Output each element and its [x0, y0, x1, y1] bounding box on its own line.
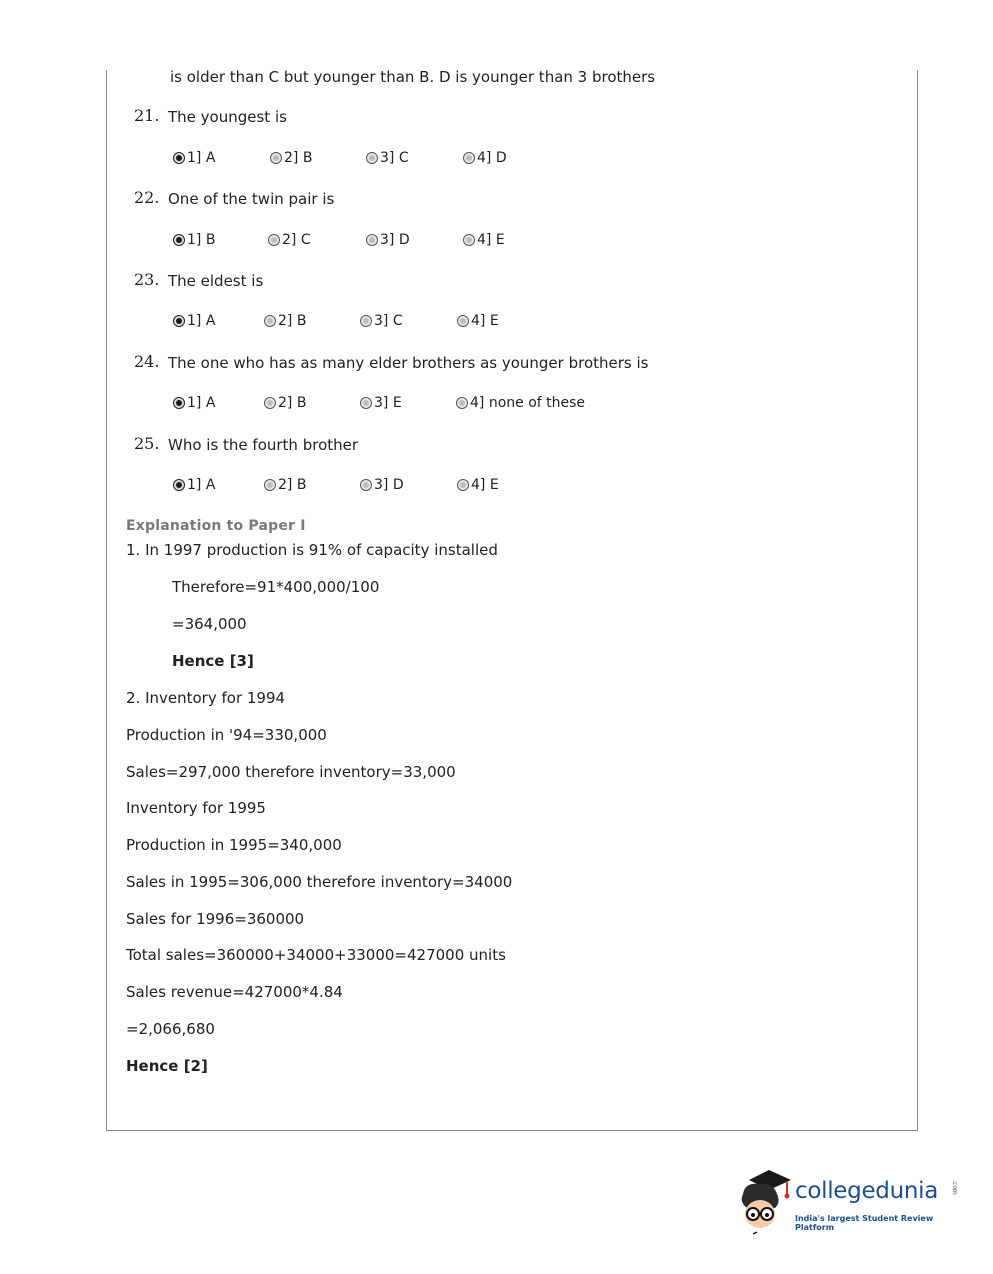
- option-radio[interactable]: [268, 232, 311, 248]
- logo-tagline: India's largest Student Review Platform: [795, 1214, 934, 1232]
- radio-selected-icon[interactable]: [173, 479, 185, 491]
- radio-icon[interactable]: [264, 479, 276, 491]
- explanation-line: Total sales=360000+34000+33000=427000 units: [126, 946, 506, 964]
- radio-icon[interactable]: [463, 234, 475, 246]
- radio-selected-icon[interactable]: [173, 315, 185, 327]
- collegedunia-logo: [735, 1168, 965, 1238]
- radio-icon[interactable]: [360, 397, 372, 409]
- option-label: 4] E: [471, 477, 499, 493]
- mascot-icon: [735, 1168, 793, 1238]
- option-label: 1] A: [187, 395, 216, 411]
- logo-name: collegedunia: [795, 1178, 939, 1204]
- option-radio[interactable]: [366, 150, 409, 166]
- option-label: 4] D: [477, 150, 507, 166]
- logo-suffix: .com: [951, 1180, 958, 1195]
- explanation-calc: =364,000: [172, 615, 247, 633]
- option-label: 2] B: [278, 395, 307, 411]
- option-radio[interactable]: [457, 313, 499, 329]
- question-number: 23.: [134, 270, 160, 289]
- option-label: 4] none of these: [470, 395, 586, 411]
- radio-icon[interactable]: [360, 479, 372, 491]
- option-label: 3] C: [380, 150, 409, 166]
- option-radio[interactable]: [366, 232, 410, 248]
- explanation-line: =2,066,680: [126, 1020, 215, 1038]
- option-label: 3] D: [380, 232, 410, 248]
- explanation-line: 1. In 1997 production is 91% of capacity installed: [126, 541, 498, 559]
- option-label: 1] A: [187, 313, 216, 329]
- radio-icon[interactable]: [264, 315, 276, 327]
- option-label: 2] B: [284, 150, 313, 166]
- option-label: 3] C: [374, 313, 403, 329]
- question-number: 21.: [134, 106, 160, 125]
- radio-selected-icon[interactable]: [173, 234, 185, 246]
- option-label: 2] B: [278, 313, 307, 329]
- explanation-line: Sales revenue=427000*4.84: [126, 983, 343, 1001]
- radio-icon[interactable]: [360, 315, 372, 327]
- option-radio[interactable]: [173, 150, 215, 166]
- explanation-answer: Hence [2]: [126, 1057, 208, 1075]
- option-radio[interactable]: [457, 477, 499, 493]
- question-text: The eldest is: [168, 272, 264, 290]
- option-radio[interactable]: [360, 395, 402, 411]
- option-label: 1] B: [187, 232, 216, 248]
- radio-icon[interactable]: [366, 234, 378, 246]
- radio-icon[interactable]: [264, 397, 276, 409]
- question-text: Who is the fourth brother: [168, 436, 359, 454]
- option-radio[interactable]: [463, 150, 507, 166]
- explanation-line: Inventory for 1995: [126, 799, 266, 817]
- radio-icon[interactable]: [456, 397, 468, 409]
- option-label: 3] D: [374, 477, 404, 493]
- radio-selected-icon[interactable]: [173, 152, 185, 164]
- intro-line: is older than C but younger than B. D is younger than 3 brothers: [170, 68, 656, 86]
- explanation-line: Sales=297,000 therefore inventory=33,000: [126, 763, 456, 781]
- explanation-answer: Hence [3]: [172, 652, 254, 670]
- page-frame: [106, 70, 918, 1131]
- option-label: 4] E: [477, 232, 505, 248]
- option-radio[interactable]: [264, 313, 306, 329]
- option-label: 2] B: [278, 477, 307, 493]
- option-radio[interactable]: [270, 150, 312, 166]
- option-radio[interactable]: [173, 477, 215, 493]
- explanation-heading: Explanation to Paper I: [126, 518, 306, 534]
- question-text: The one who has as many elder brothers as younger brothers is: [168, 354, 649, 372]
- radio-icon[interactable]: [457, 315, 469, 327]
- option-radio[interactable]: [456, 395, 585, 411]
- option-label: 1] A: [187, 150, 216, 166]
- option-label: 4] E: [471, 313, 499, 329]
- explanation-line: Production in 1995=340,000: [126, 836, 342, 854]
- explanation-line: Production in '94=330,000: [126, 726, 327, 744]
- question-number: 25.: [134, 434, 160, 453]
- radio-icon[interactable]: [366, 152, 378, 164]
- option-radio[interactable]: [360, 313, 403, 329]
- question-text: One of the twin pair is: [168, 190, 335, 208]
- question-number: 22.: [134, 188, 160, 207]
- option-radio[interactable]: [360, 477, 404, 493]
- option-radio[interactable]: [264, 477, 306, 493]
- option-label: 2] C: [282, 232, 311, 248]
- radio-selected-icon[interactable]: [173, 397, 185, 409]
- explanation-calc: Therefore=91*400,000/100: [172, 578, 380, 596]
- option-radio[interactable]: [173, 313, 215, 329]
- radio-icon[interactable]: [268, 234, 280, 246]
- option-radio[interactable]: [173, 232, 215, 248]
- option-radio[interactable]: [463, 232, 505, 248]
- question-number: 24.: [134, 352, 160, 371]
- option-radio[interactable]: [173, 395, 215, 411]
- radio-icon[interactable]: [463, 152, 475, 164]
- radio-icon[interactable]: [270, 152, 282, 164]
- radio-icon[interactable]: [457, 479, 469, 491]
- option-label: 3] E: [374, 395, 402, 411]
- explanation-line: 2. Inventory for 1994: [126, 689, 286, 707]
- option-radio[interactable]: [264, 395, 306, 411]
- explanation-line: Sales in 1995=306,000 therefore inventory=34000: [126, 873, 513, 891]
- explanation-line: Sales for 1996=360000: [126, 910, 305, 928]
- option-label: 1] A: [187, 477, 216, 493]
- question-text: The youngest is: [168, 108, 287, 126]
